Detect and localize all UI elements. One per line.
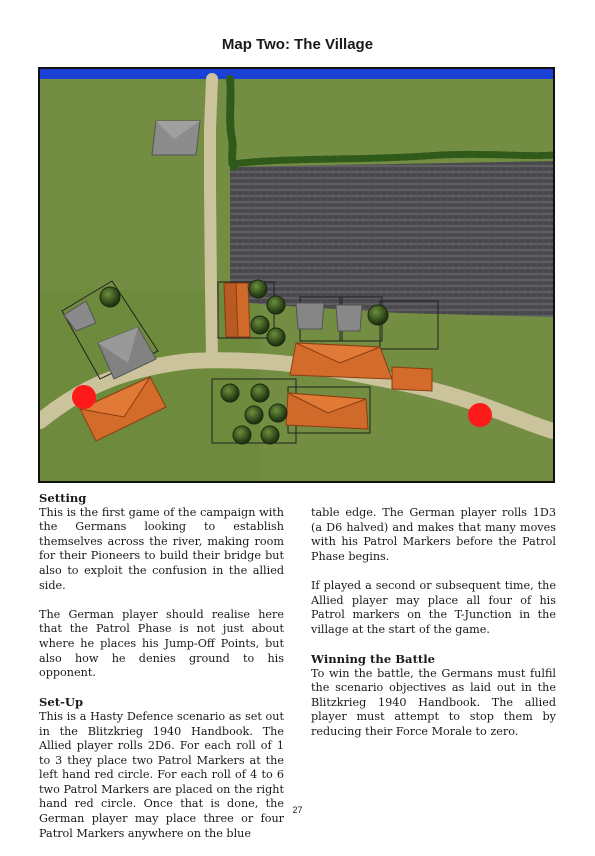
winning-heading: Winning the Battle: [311, 651, 436, 666]
setup-paragraph-1-continued: table edge. The German player rolls 1D3 (a D6 halved) and makes that many moves with his Patrol Markers before the Patrol Phase begins.: [311, 506, 556, 563]
left-column: [39, 491, 284, 856]
map-illustration: [40, 69, 553, 481]
setting-paragraph-1: This is the first game of the campaign with the Germans looking to establish themselves across the river, making room for their Pioneers to build their bridge but also to exploit the confusion in the allied side.: [39, 505, 284, 592]
river-blue-edge: [40, 69, 553, 79]
right-red-circle: [468, 403, 492, 427]
right-column: [311, 506, 556, 754]
setup-heading: Set-Up: [39, 695, 84, 710]
setting-heading: Setting: [39, 491, 87, 505]
page-title: Map Two: The Village: [221, 36, 374, 53]
setup-paragraph-2: If played a second or subsequent time, the Allied player may place all four of his Patrol markers on the T-Junction in the village at the start of the game.: [311, 578, 556, 636]
page-number: 27: [292, 805, 303, 815]
setup-paragraph-1: This is a Hasty Defence scenario as set out in the Blitzkrieg 1940 Handbook. The Allied player rolls 2D6. For each roll of 1 to 3 they place two Patrol Markers at the left hand red circle. For each roll of 4 to 6 two Patrol Markers are placed on the right hand red circle. Once that is done, the German player may place three or four Patrol Markers anywhere on the blue: [39, 709, 284, 840]
left-red-circle: [72, 385, 96, 409]
ploughed-field: [230, 161, 553, 317]
setting-paragraph-2: The German player should realise here that the Patrol Phase is not just about where he places his Jump-Off Points, but also how he denies ground to his opponent.: [39, 607, 284, 680]
winning-paragraph: To win the battle, the Germans must fulfil the scenario objectives as laid out in the Blitzkrieg 1940 Handbook. The allied player must attempt to stop them by reducing their Force Morale to zero.: [311, 666, 556, 738]
village-map: [38, 67, 555, 483]
